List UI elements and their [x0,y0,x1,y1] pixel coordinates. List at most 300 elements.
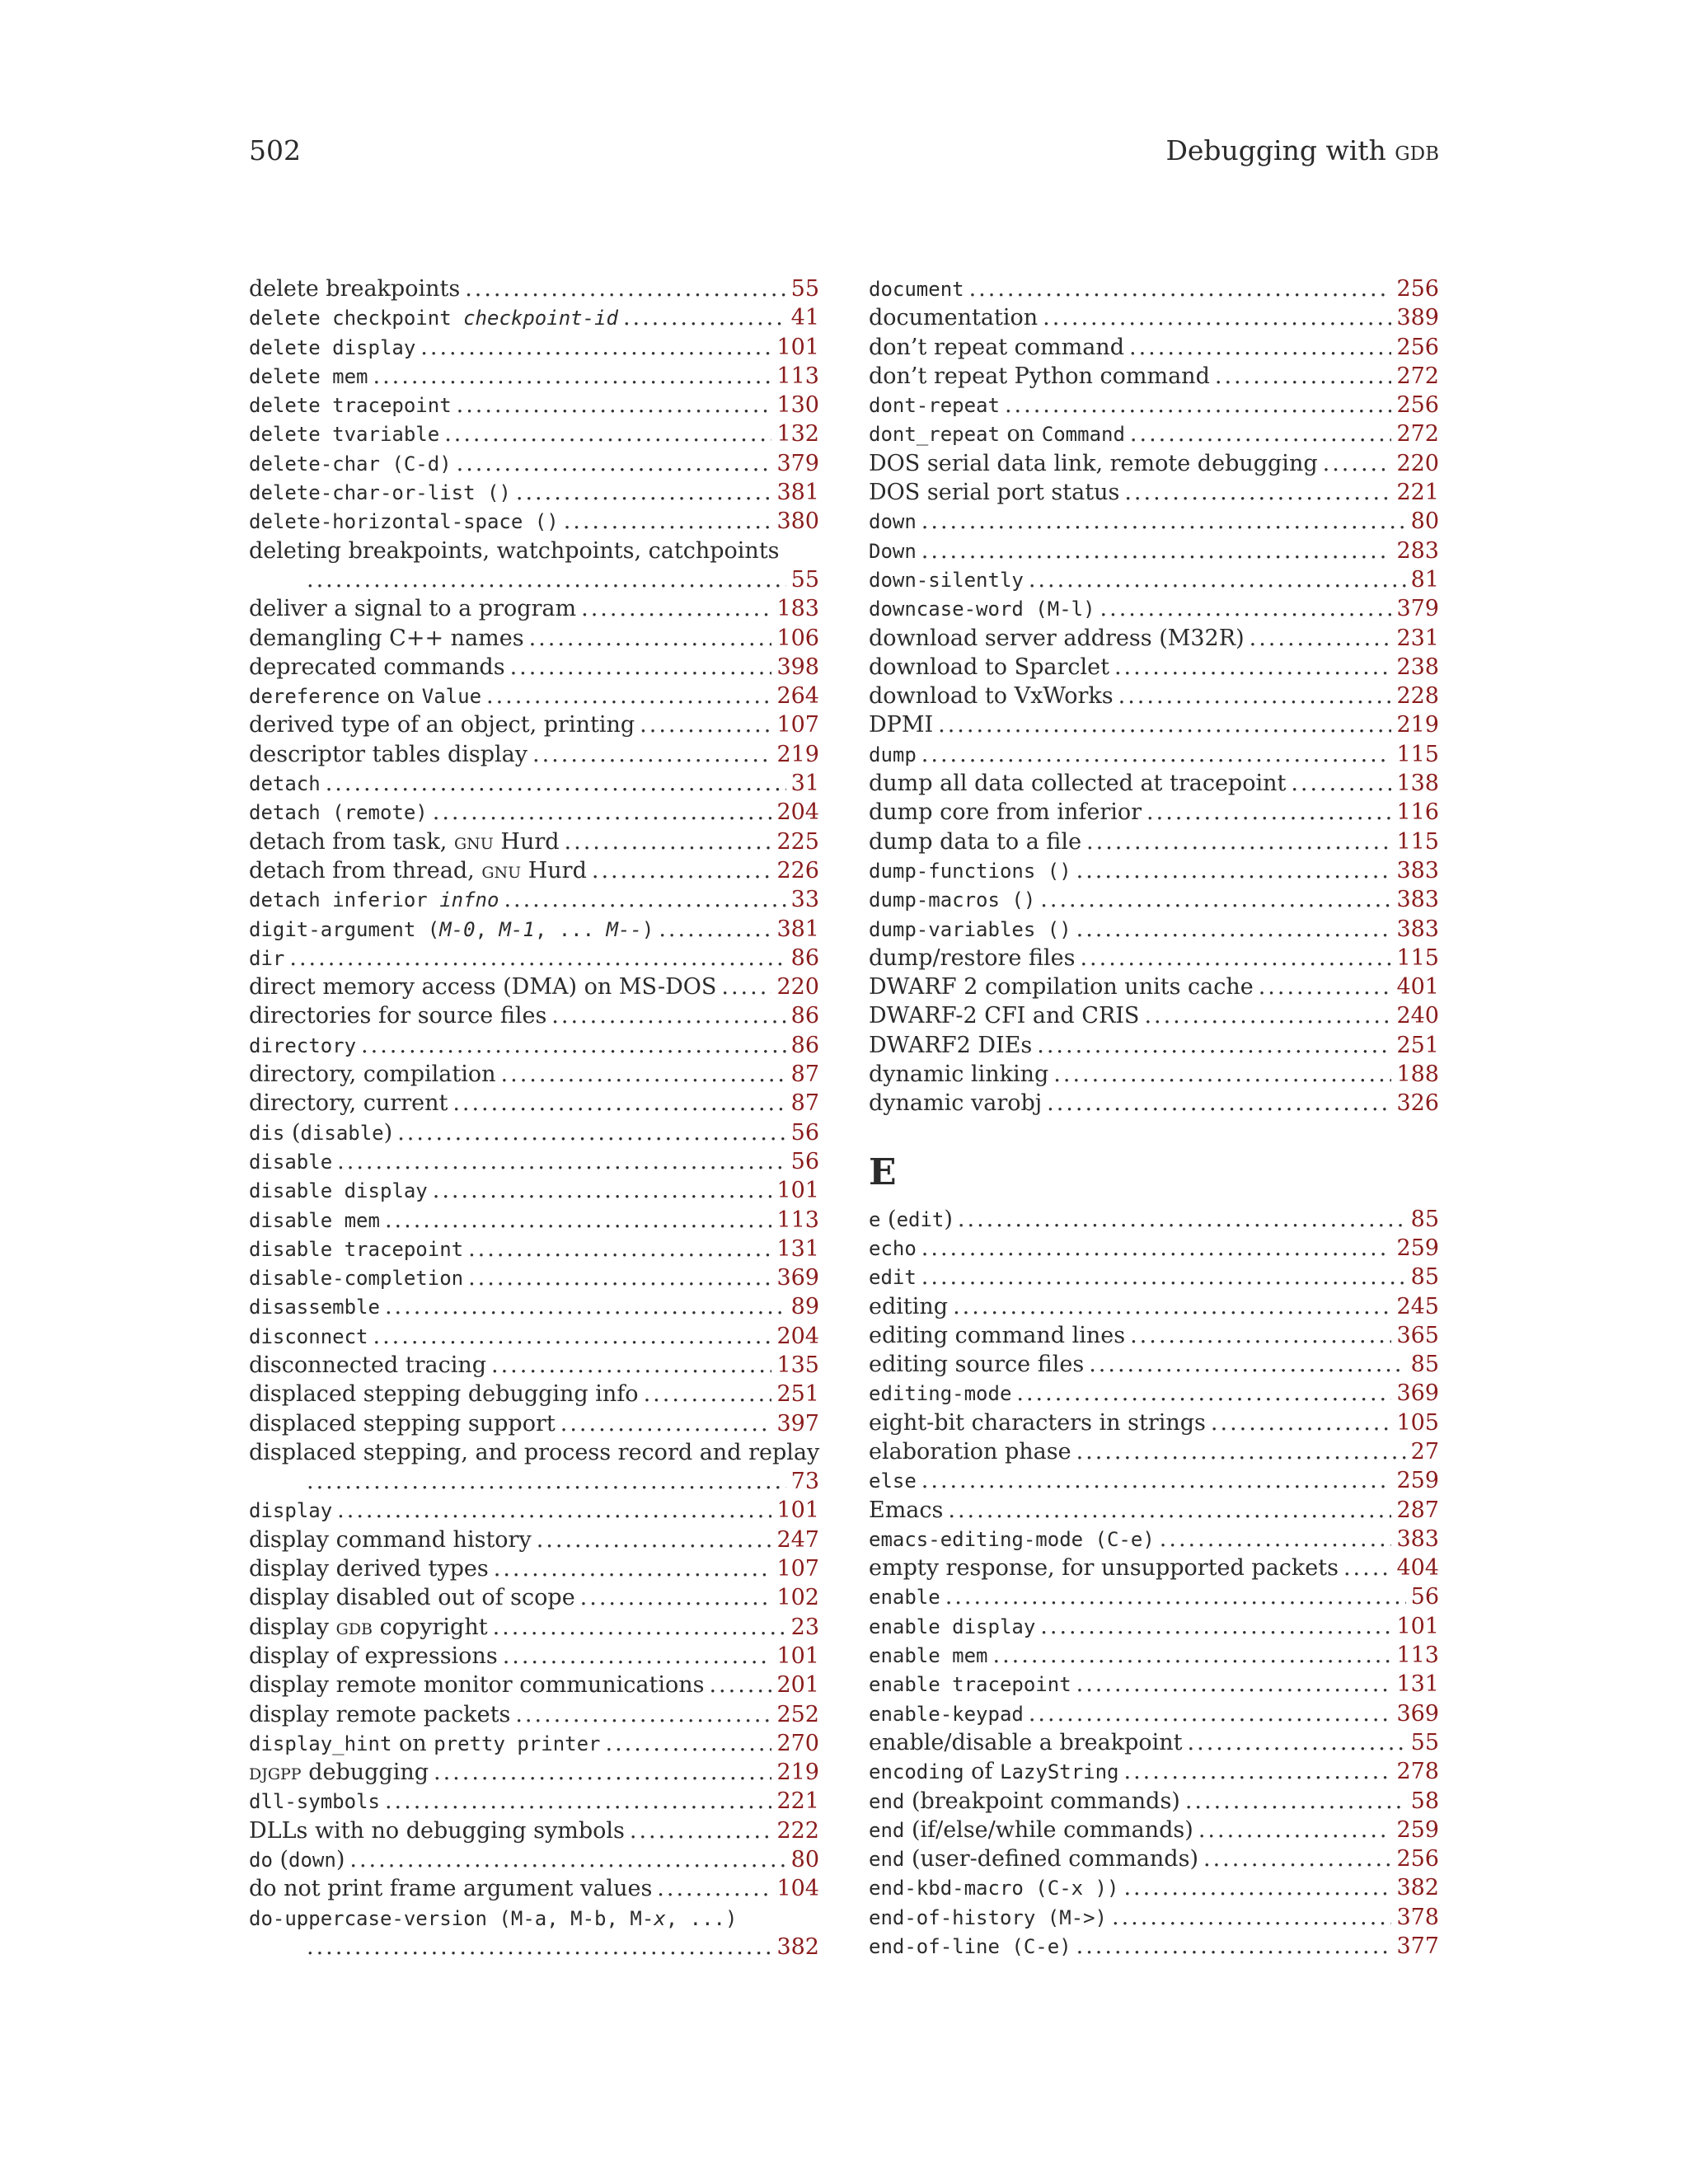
index-term-part: delete tvariable [249,423,440,447]
index-term-part: (breakpoint commands) [904,1788,1180,1814]
dot-leader [1040,1612,1391,1641]
index-term-part: delete-horizontal-space () [249,510,559,534]
index-entry [869,391,1439,419]
dot-leader [581,594,771,623]
index-entry [249,1758,819,1787]
index-entry [869,1903,1439,1932]
page-reference[interactable]: 272 [1396,363,1439,389]
page-reference[interactable]: 31 [790,771,819,797]
dot-leader [1124,478,1391,507]
index-entry [869,303,1439,332]
page-reference[interactable]: 138 [1396,771,1439,797]
page-reference[interactable]: 188 [1396,1062,1439,1088]
index-term-part: down [869,510,917,534]
index-term [869,1757,1119,1787]
index-term-part: enable tracepoint [869,1673,1071,1697]
index-term-part: emacs-editing-mode (C-e) [869,1527,1155,1551]
dot-leader [1112,1903,1391,1932]
index-term [869,1001,1139,1030]
page-reference[interactable]: 113 [776,363,819,389]
index-term [869,1031,1032,1060]
index-term [869,1321,1125,1350]
page-reference[interactable]: 247 [776,1526,819,1553]
page-reference[interactable]: 382 [1396,1875,1439,1901]
index-entry [249,1176,819,1205]
dot-leader [1185,1787,1406,1816]
dot-leader [1029,565,1406,594]
page-reference[interactable]: 219 [776,1760,819,1786]
page-reference[interactable]: 132 [776,421,819,448]
page-reference[interactable]: 204 [776,799,819,826]
index-term [249,1845,345,1875]
dot-leader [938,710,1391,739]
index-entry [869,1525,1439,1554]
running-title [1165,132,1439,170]
dot-leader [1080,944,1391,972]
page-reference[interactable]: 365 [1396,1322,1439,1348]
index-term-part: enable mem [869,1644,988,1668]
dot-leader [1203,1844,1391,1873]
index-term-part: delete breakpoints [249,276,461,302]
index-term-part: detach from thread, [249,857,482,883]
page-reference[interactable]: 226 [776,857,819,883]
page-reference[interactable]: 116 [1396,799,1439,826]
index-term-part: disable [300,1121,384,1145]
page-reference[interactable]: 259 [1396,1816,1439,1843]
page-reference[interactable]: 272 [1396,421,1439,448]
index-entry [869,798,1439,827]
index-entry [869,1873,1439,1902]
index-term [869,419,1125,449]
index-term [869,827,1081,856]
index-term [249,1001,546,1030]
index-term-part: documentation [869,305,1039,331]
page-reference[interactable]: 33 [790,887,819,913]
page-reference[interactable]: 222 [776,1817,819,1844]
page-reference[interactable]: 256 [1396,334,1439,360]
dot-leader [551,1001,785,1030]
page-reference[interactable]: 381 [776,480,819,506]
page-reference[interactable]: 131 [776,1235,819,1262]
index-term [249,1496,332,1526]
page-reference[interactable]: 369 [776,1265,819,1291]
page-reference[interactable]: 106 [776,625,819,651]
dot-leader [1100,594,1392,623]
index-entry [249,594,819,623]
index-term [249,624,524,653]
index-term [249,740,528,769]
index-term [249,827,560,856]
page-reference[interactable]: 107 [776,1556,819,1582]
index-term-part: M-0 [439,917,476,941]
index-entry [869,1234,1439,1263]
page-reference[interactable]: 240 [1396,1003,1439,1029]
index-term-part: ( [272,1847,289,1873]
index-term [249,1322,368,1352]
dot-leader [1076,1437,1406,1466]
index-term-part: dump [869,743,917,766]
page-reference[interactable]: 55 [790,566,819,593]
page-reference[interactable]: 55 [1410,1729,1439,1755]
index-entry [869,1757,1439,1786]
index-entry [869,1466,1439,1495]
index-term-part: ) [335,1847,345,1873]
index-entry [869,507,1439,536]
dot-leader [529,624,772,653]
index-term-part: displaced stepping debugging info [249,1381,639,1408]
index-term [249,856,587,885]
index-term [869,1670,1071,1699]
page-reference[interactable]: 256 [1396,276,1439,302]
page-reference[interactable]: 89 [790,1294,819,1320]
index-column-right [869,274,1439,1961]
index-entry [249,769,819,798]
page-reference[interactable]: 377 [1396,1933,1439,1960]
dot-leader [1198,1816,1392,1844]
index-entry [249,1235,819,1263]
index-term-part: edit [869,1266,917,1290]
index-entry [249,1089,819,1118]
dot-leader [444,419,771,448]
page-reference[interactable]: 404 [1396,1555,1439,1582]
page-reference[interactable]: 113 [1396,1643,1439,1669]
index-term-part: dump all data collected at tracepoint [869,771,1287,797]
index-term-part: do [249,1849,273,1872]
index-term-part: dump-variables () [869,917,1071,941]
index-term [249,1904,737,1933]
page-reference[interactable]: 231 [1396,625,1439,651]
index-term-part: gdb [335,1614,373,1640]
dot-leader [1086,827,1391,856]
page-reference[interactable]: 245 [1396,1293,1439,1319]
index-entry [869,419,1439,448]
index-term-part: empty response, for unsupported packets [869,1555,1339,1582]
page-reference[interactable]: 219 [1396,712,1439,738]
index-term-part: Emacs [869,1497,944,1523]
index-term-part: editing [869,1293,949,1319]
index-term-part: , ... [534,917,607,941]
index-entry [249,1496,819,1525]
index-term-part: else [869,1469,917,1493]
page-reference[interactable]: 287 [1396,1497,1439,1523]
dot-leader [349,1845,785,1874]
index-entry [869,1670,1439,1699]
index-entry [869,1554,1439,1582]
index-term-part: M-1 [499,917,535,941]
index-term [869,1582,940,1612]
index-term [249,710,635,739]
index-term-part: checkpoint-id [463,307,618,330]
page-reference[interactable]: 58 [1410,1788,1439,1814]
dot-leader [1123,1873,1391,1902]
page-reference[interactable]: 225 [776,828,819,855]
page-reference[interactable]: 56 [790,1119,819,1146]
index-entry [249,944,819,972]
dot-leader [434,1758,771,1787]
index-term-part: editing-mode [869,1382,1012,1406]
index-term-part: , ...) [665,1906,738,1930]
index-entry [249,1845,819,1874]
page-reference[interactable]: 135 [776,1352,819,1378]
page-reference[interactable]: 101 [1396,1613,1439,1639]
page-reference[interactable]: 27 [1410,1438,1439,1465]
dot-leader [1188,1728,1406,1757]
page-reference[interactable]: 252 [776,1701,819,1727]
dot-leader [468,1235,771,1263]
index-term [869,594,1095,624]
index-term-part: enable display [869,1615,1036,1638]
index-term [869,915,1071,944]
dot-leader [457,449,772,478]
index-term-part: delete checkpoint [249,307,464,330]
index-term [869,1408,1206,1437]
index-term-part: dump core from inferior [869,799,1142,826]
index-term-part: download to Sparclet [869,654,1109,680]
page-reference[interactable]: 104 [776,1876,819,1902]
page-reference[interactable]: 102 [776,1585,819,1611]
index-term-part: displaced stepping, and process record and replay [249,1439,820,1465]
index-term-part: delete mem [249,364,368,388]
dot-leader [532,740,771,769]
index-entry [869,915,1439,944]
index-entry [249,1292,819,1321]
page-reference[interactable]: 228 [1396,683,1439,710]
index-entry [869,478,1439,507]
page-reference[interactable]: 326 [1396,1090,1439,1117]
page-reference[interactable]: 131 [1396,1671,1439,1698]
page-reference[interactable]: 23 [790,1614,819,1640]
page-reference[interactable]: 204 [776,1323,819,1349]
dot-leader [433,798,772,827]
index-term-part: display remote monitor communications [249,1672,705,1699]
index-term-part: Down [869,539,917,563]
dot-leader [1129,333,1391,362]
index-entry [249,1526,819,1554]
index-entry [869,274,1439,303]
index-entry [869,653,1439,682]
index-term [869,1437,1071,1466]
page-reference[interactable]: 381 [776,916,819,942]
index-entry [869,565,1439,594]
dot-leader [420,333,771,362]
dot-leader [516,478,772,507]
page-reference[interactable]: 130 [776,392,819,419]
page-reference[interactable]: 183 [776,596,819,622]
page-reference[interactable]: 401 [1396,974,1439,1001]
dot-leader [659,915,771,944]
page-reference[interactable]: 87 [790,1090,819,1117]
page-reference[interactable]: 80 [790,1847,819,1873]
index-entry [249,1904,819,1933]
page-reference[interactable]: 259 [1396,1468,1439,1494]
index-term [249,1118,392,1148]
page-reference[interactable]: 219 [776,741,819,767]
dot-leader [289,944,785,972]
page-reference[interactable]: 81 [1410,566,1439,593]
index-term [249,274,460,303]
page-reference[interactable]: 220 [1396,450,1439,476]
index-term [249,1263,463,1293]
page-reference[interactable]: 379 [776,450,819,476]
index-entry [869,1699,1439,1728]
index-term [869,333,1124,362]
page-reference[interactable]: 85 [1410,1352,1439,1378]
index-term-part: displaced stepping support [249,1410,556,1436]
index-entry [869,1612,1439,1641]
index-entry [869,1844,1439,1873]
index-term [869,972,1254,1001]
index-entry [249,856,819,885]
index-term-part: detach from task, [249,828,454,855]
index-entry [249,1438,819,1467]
dot-leader [606,1729,772,1758]
index-term [869,1466,917,1496]
dot-leader [1029,1699,1392,1728]
index-term [249,798,428,827]
page-reference[interactable]: 56 [790,1148,819,1174]
index-term-part: editing source files [869,1352,1085,1378]
dot-leader [433,1176,772,1205]
page-reference[interactable]: 264 [776,683,819,710]
page-reference[interactable]: 87 [790,1062,819,1088]
page-reference[interactable]: 56 [1410,1584,1439,1610]
page-reference[interactable]: 115 [1396,944,1439,971]
index-term-part: end [869,1789,905,1813]
page-reference[interactable]: 369 [1396,1380,1439,1407]
index-term-part: dynamic linking [869,1062,1049,1088]
index-term-part: dump-functions () [869,859,1071,883]
dot-leader [721,972,771,1001]
page-reference[interactable]: 101 [776,1497,819,1524]
page-reference[interactable]: 270 [776,1730,819,1756]
dot-leader [921,1466,1392,1495]
page-reference[interactable]: 380 [776,509,819,535]
dot-leader [993,1641,1392,1670]
dot-leader [337,1147,785,1176]
dot-leader [510,653,772,682]
page-reference[interactable]: 73 [790,1469,819,1495]
dot-leader [709,1671,771,1699]
index-term [249,1351,486,1380]
page-reference[interactable]: 383 [1396,916,1439,942]
dot-leader [1130,419,1392,448]
index-term-part: ( [880,1206,897,1232]
page-reference[interactable]: 86 [790,1003,819,1029]
page-reference[interactable]: 105 [1396,1409,1439,1436]
dot-leader [452,1089,785,1118]
page-reference[interactable]: 379 [1396,596,1439,622]
page-reference[interactable]: 389 [1396,305,1439,331]
index-term [869,1728,1183,1757]
index-term-part: digit-argument ( [249,917,440,941]
index-term [869,653,1109,682]
index-entry [249,1263,819,1292]
index-term-part: of [964,1759,1001,1785]
index-entry [869,1437,1439,1466]
page-reference[interactable]: 256 [1396,1846,1439,1872]
section-gap [869,1118,1439,1133]
page-reference[interactable]: 86 [790,1032,819,1058]
running-title-text: Debugging with [1165,134,1395,166]
page-reference[interactable]: 398 [776,654,819,680]
index-entry [249,419,819,448]
page-reference[interactable]: 86 [790,944,819,971]
page-reference[interactable]: 378 [1396,1904,1439,1930]
index-term-part: detach (remote) [249,801,428,825]
index-entry [249,1583,819,1612]
dot-leader [1043,303,1391,332]
page-reference[interactable]: 256 [1396,392,1439,419]
dot-leader [1118,682,1392,710]
page-reference[interactable]: 369 [1396,1700,1439,1727]
index-term-part: elaboration phase [869,1438,1071,1465]
page-reference[interactable]: 55 [790,276,819,302]
page-reference[interactable]: 383 [1396,887,1439,913]
page-reference[interactable]: 85 [1410,1264,1439,1291]
dot-leader [640,710,771,739]
index-term [869,885,1035,915]
page-reference[interactable]: 259 [1396,1235,1439,1261]
page-reference[interactable]: 383 [1396,1526,1439,1552]
page-reference[interactable]: 221 [1396,480,1439,506]
page-reference[interactable]: 278 [1396,1759,1439,1785]
dot-leader [465,274,785,303]
index-term-part: display disabled out of scope [249,1585,575,1611]
page-reference[interactable]: 251 [776,1381,819,1408]
index-term-part: dump-macros () [869,888,1036,912]
page-reference[interactable]: 238 [1396,654,1439,680]
page-reference[interactable]: 113 [776,1207,819,1233]
index-term [249,1292,380,1322]
page-reference[interactable]: 397 [776,1410,819,1436]
dot-leader [1076,1932,1392,1961]
page-reference[interactable]: 41 [790,305,819,331]
dot-leader [457,391,772,419]
page-reference[interactable]: 251 [1396,1032,1439,1058]
index-entry [249,333,819,362]
page-reference[interactable]: 201 [776,1672,819,1699]
page-reference[interactable]: 101 [776,1643,819,1669]
page-reference[interactable]: 115 [1396,741,1439,767]
index-term-part: directory [249,1033,357,1057]
page-reference[interactable]: 115 [1396,828,1439,855]
index-term-part: disable-completion [249,1267,464,1291]
index-term [869,1263,917,1292]
index-term-part: disable display [249,1179,428,1203]
index-entry [249,710,819,739]
page-reference[interactable]: 107 [776,712,819,738]
index-entry [869,1089,1439,1118]
page-reference[interactable]: 221 [776,1788,819,1815]
index-term-part: on [379,683,422,710]
page-reference[interactable]: 382 [776,1933,819,1960]
dot-leader [373,1322,772,1351]
page-reference[interactable]: 80 [1410,509,1439,535]
index-entry [249,274,819,303]
page-reference[interactable]: 283 [1396,537,1439,564]
index-term [249,1206,380,1235]
index-term-part: DPMI [869,712,934,738]
page-reference[interactable]: 101 [776,334,819,360]
page-reference[interactable]: 85 [1410,1206,1439,1232]
index-term [249,915,654,944]
page-reference[interactable]: 383 [1396,857,1439,883]
index-term [249,1700,510,1729]
page-reference[interactable]: 220 [776,974,819,1001]
index-term [249,1787,380,1816]
index-term [249,1554,489,1583]
page-reference[interactable]: 101 [776,1178,819,1204]
